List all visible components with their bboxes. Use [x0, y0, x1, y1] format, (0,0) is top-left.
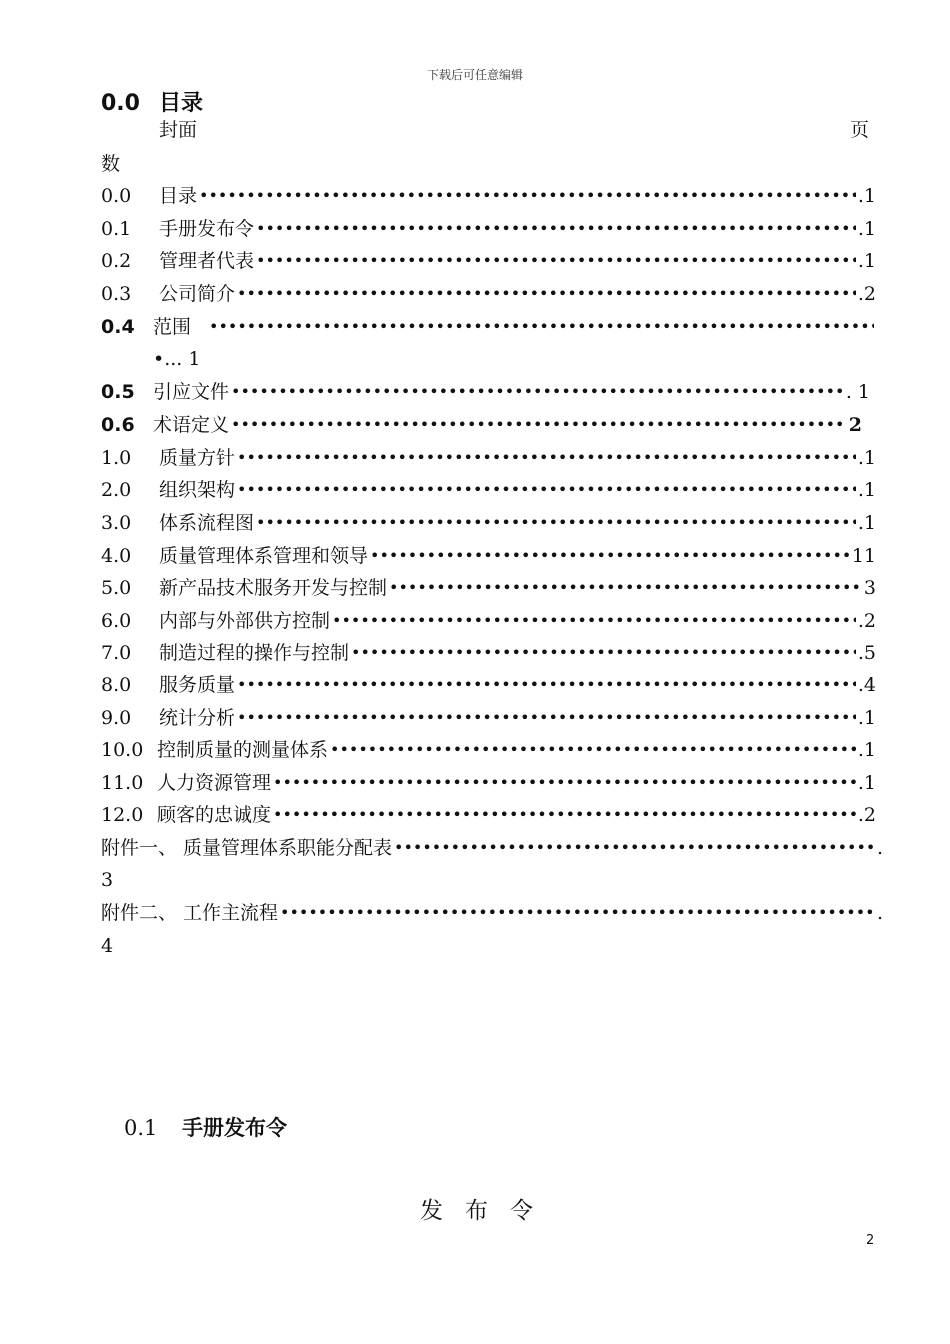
toc-leader-dots [330, 735, 856, 765]
toc-leader-dots [256, 214, 856, 244]
toc-entry-number: 9.0 [101, 707, 132, 729]
toc-entry[interactable] [101, 670, 876, 700]
toc-leader-dots [256, 508, 856, 538]
toc-entry-page: .5 [857, 642, 876, 664]
toc-entry[interactable] [101, 279, 876, 309]
toc-entry-page: .1 [857, 512, 876, 534]
toc-entry[interactable] [101, 703, 876, 733]
toc-entry-number: 0.6 [101, 414, 135, 436]
toc-scope-wrap: •... 1 [153, 348, 201, 370]
toc-leader-dots [237, 279, 856, 309]
toc-entry-label: 内部与外部供方控制 [159, 610, 331, 632]
toc-cover-page-word-wrap: 数 [101, 153, 121, 175]
section-heading-number: 0.1 [124, 1116, 158, 1140]
toc-entry-number: 11.0 [101, 772, 144, 794]
toc-entry-number: 0.4 [101, 316, 135, 338]
page-header: 下载后可任意编辑 [426, 68, 523, 82]
toc-entry-page: 3 [863, 577, 876, 599]
toc-entry[interactable] [101, 508, 876, 538]
toc-entry-page: .1 [857, 250, 876, 272]
toc-entry[interactable] [101, 214, 876, 244]
toc-entry[interactable] [101, 735, 876, 765]
toc-entry-page: .1 [857, 479, 876, 501]
toc-entry-number: 12.0 [101, 804, 144, 826]
toc-entry-label: 顾客的忠诚度 [157, 804, 272, 826]
toc-entry-page: .1 [857, 218, 876, 240]
toc-entry-label: 引应文件 [153, 381, 230, 403]
toc-entry-number: 0.0 [101, 185, 132, 207]
toc-entry-number: 0.3 [101, 283, 132, 305]
toc-entry-number: 4.0 [101, 545, 132, 567]
toc-entry-label: 制造过程的操作与控制 [159, 642, 350, 664]
toc-entry-label: 管理者代表 [159, 250, 255, 272]
toc-entry-page: .1 [857, 447, 876, 469]
toc-leader-dots [237, 703, 856, 733]
toc-entry[interactable] [101, 638, 876, 668]
toc-entry-label: 范围 [153, 316, 192, 338]
toc-entry[interactable] [101, 475, 876, 505]
section-heading [124, 1112, 287, 1142]
toc-entry-label: 统计分析 [159, 707, 236, 729]
toc-attachment[interactable] [101, 833, 883, 863]
toc-entry-page: .1 [857, 739, 876, 761]
toc-entry-number: 1.0 [101, 447, 132, 469]
toc-leader-dots [332, 606, 856, 636]
toc-leader-dots [237, 443, 856, 473]
toc-entry-page: .2 [857, 804, 876, 826]
toc-leader-dots [237, 670, 856, 700]
toc-entry-label: 人力资源管理 [157, 772, 272, 794]
toc-entry-page: 2 [848, 414, 862, 436]
toc-entry-label: 控制质量的测量体系 [157, 739, 329, 761]
toc-entry[interactable] [101, 768, 876, 798]
toc-leader-dots [389, 573, 862, 603]
toc-cover-label: 封面 [159, 119, 198, 141]
toc-entry[interactable] [101, 541, 876, 571]
toc-attachment-wrap: 3 [101, 869, 114, 891]
toc-entry-page: .1 [857, 772, 876, 794]
toc-cover-page-word: 页 [850, 119, 870, 141]
toc-entry[interactable] [101, 312, 876, 342]
toc-entry[interactable] [101, 410, 876, 440]
toc-entry-label: 体系流程图 [159, 512, 255, 534]
toc-entry-number: 6.0 [101, 610, 132, 632]
toc-entry-page: .4 [857, 674, 876, 696]
toc-leader-dots [351, 638, 856, 668]
toc-entry-label: 新产品技术服务开发与控制 [159, 577, 388, 599]
toc-entry-number: 3.0 [101, 512, 132, 534]
toc-entry-label: 组织架构 [159, 479, 236, 501]
toc-leader-dots [256, 246, 856, 276]
toc-entry-label: 服务质量 [159, 674, 236, 696]
toc-entry-label: 公司简介 [159, 283, 236, 305]
toc-attachment-label: 附件一、 质量管理体系职能分配表 [101, 837, 393, 859]
toc-entry-number: 0.1 [101, 218, 132, 240]
toc-attachment[interactable] [101, 898, 883, 928]
toc-attachment-page: . [876, 837, 883, 859]
toc-entry-page: 11 [851, 545, 876, 567]
toc-entry[interactable] [101, 246, 876, 276]
section-heading-title: 手册发布令 [182, 1116, 287, 1140]
toc-leader-dots [237, 475, 856, 505]
toc-entry-label: 术语定义 [153, 414, 230, 436]
toc-entry-label: 质量管理体系管理和领导 [159, 545, 369, 567]
toc-entry-number: 7.0 [101, 642, 132, 664]
toc-attachment-page: . [876, 902, 883, 924]
toc-entry-page: .1 [857, 185, 876, 207]
toc-entry-number: 0.5 [101, 381, 135, 403]
release-title: 发布令 [420, 1198, 555, 1224]
toc-leader-dots [231, 410, 847, 440]
toc-heading-number: 0.0 [101, 91, 140, 116]
toc-entry[interactable] [101, 606, 876, 636]
toc-entry[interactable] [101, 181, 876, 211]
toc-entry-page: .2 [857, 283, 876, 305]
toc-entry[interactable] [101, 800, 876, 830]
toc-entry-label: 目录 [159, 185, 198, 207]
toc-entry[interactable] [101, 443, 876, 473]
toc-entry-page: .2 [857, 610, 876, 632]
toc-leader-dots [280, 898, 875, 928]
toc-attachment-wrap: 4 [101, 935, 114, 957]
toc-leader-dots [273, 768, 856, 798]
toc-leader-dots [231, 377, 844, 407]
toc-entry-number: 2.0 [101, 479, 132, 501]
toc-leader-dots [394, 833, 875, 863]
toc-entry-number: 8.0 [101, 674, 132, 696]
toc-entry[interactable] [101, 573, 876, 603]
toc-entry-number: 5.0 [101, 577, 132, 599]
toc-leader-dots [370, 541, 850, 571]
toc-entry-number: 10.0 [101, 739, 144, 761]
toc-entry-label: 手册发布令 [159, 218, 255, 240]
toc-leader-dots [209, 312, 874, 342]
toc-heading-title: 目录 [159, 91, 204, 116]
toc-entry[interactable] [101, 377, 876, 407]
toc-entry-page: . 1 [845, 381, 870, 403]
toc-entry-page: .1 [857, 707, 876, 729]
toc-attachment-label: 附件二、 工作主流程 [101, 902, 279, 924]
toc-entry-label: 质量方针 [159, 447, 236, 469]
toc-leader-dots [199, 181, 856, 211]
toc-entry-number: 0.2 [101, 250, 132, 272]
toc-heading [101, 86, 203, 117]
toc-leader-dots [273, 800, 856, 830]
page-number: 2 [866, 1233, 875, 1248]
